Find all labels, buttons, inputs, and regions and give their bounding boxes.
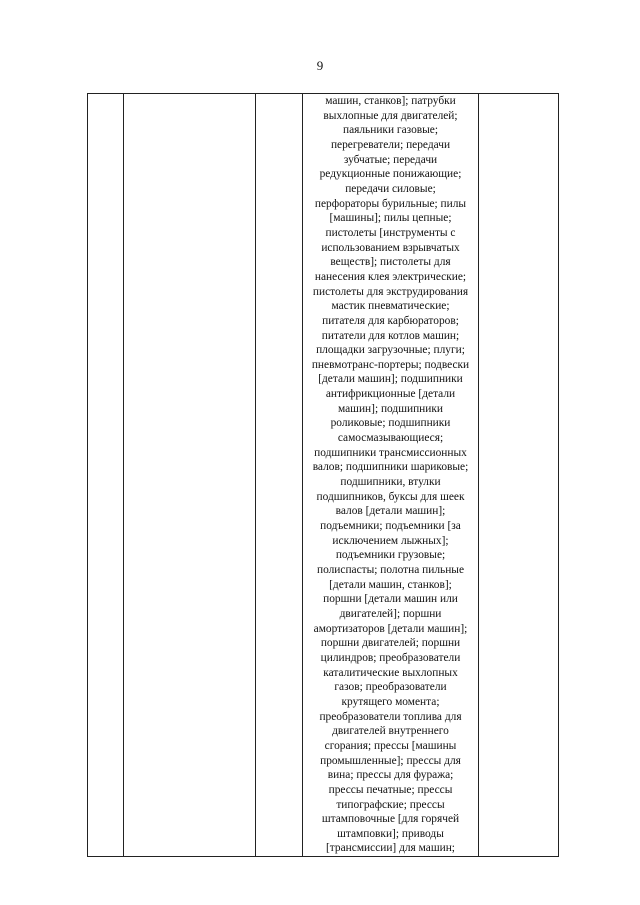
table-cell-name [124,94,256,857]
table-row [88,94,559,857]
page-number: 9 [316,58,324,73]
table-cell-goods [303,94,479,857]
goods-list-text: машин, станков]; патрубки выхлопные для двигателей; паяльники газовые; перегреватели; передачи зубчатые; передачи редукционные понижающие; передачи силовые; перфораторы бурильные; пилы [машины]; пилы цепные; пистолеты [инструменты с использованием взрывчатых веществ]; пистолеты для нанесения клея электрические; пистолеты для экструдирования мастик пневматические; питателя для карбюраторов; питатели для котлов машин; площадки загрузочные; плуги; пневмотранс-портеры; подвески [детали машин]; подшипники антифрикционные [детали машин]; подшипники роликовые; подшипники самосмазывающиеся; подшипники трансмиссионных валов; подшипники шариковые; подшипники, втулки подшипников, буксы для шеек валов [детали машин]; подъемники; подъемники [за исключением лыжных]; подъемники грузовые; полиспасты; полотна пильные [детали машин, станков]; поршни [детали машин или двигателей]; поршни амортизаторов [детали машин]; поршни двигателей; поршни цилиндров; преобразователи каталитические выхлопных газов; преобразователи крутящего момента; преобразователи топлива для двигателей внутреннего сгорания; прессы [машины промышленные]; прессы для вина; прессы для фуража; прессы печатные; прессы типографские; прессы штамповочные [для горячей штамповки]; приводы [трансмиссии] для машин; [311,95,470,855]
goods-table [87,93,559,857]
table-cell-notes [479,94,559,857]
table-cell-class [256,94,303,857]
table-cell-number [88,94,124,857]
